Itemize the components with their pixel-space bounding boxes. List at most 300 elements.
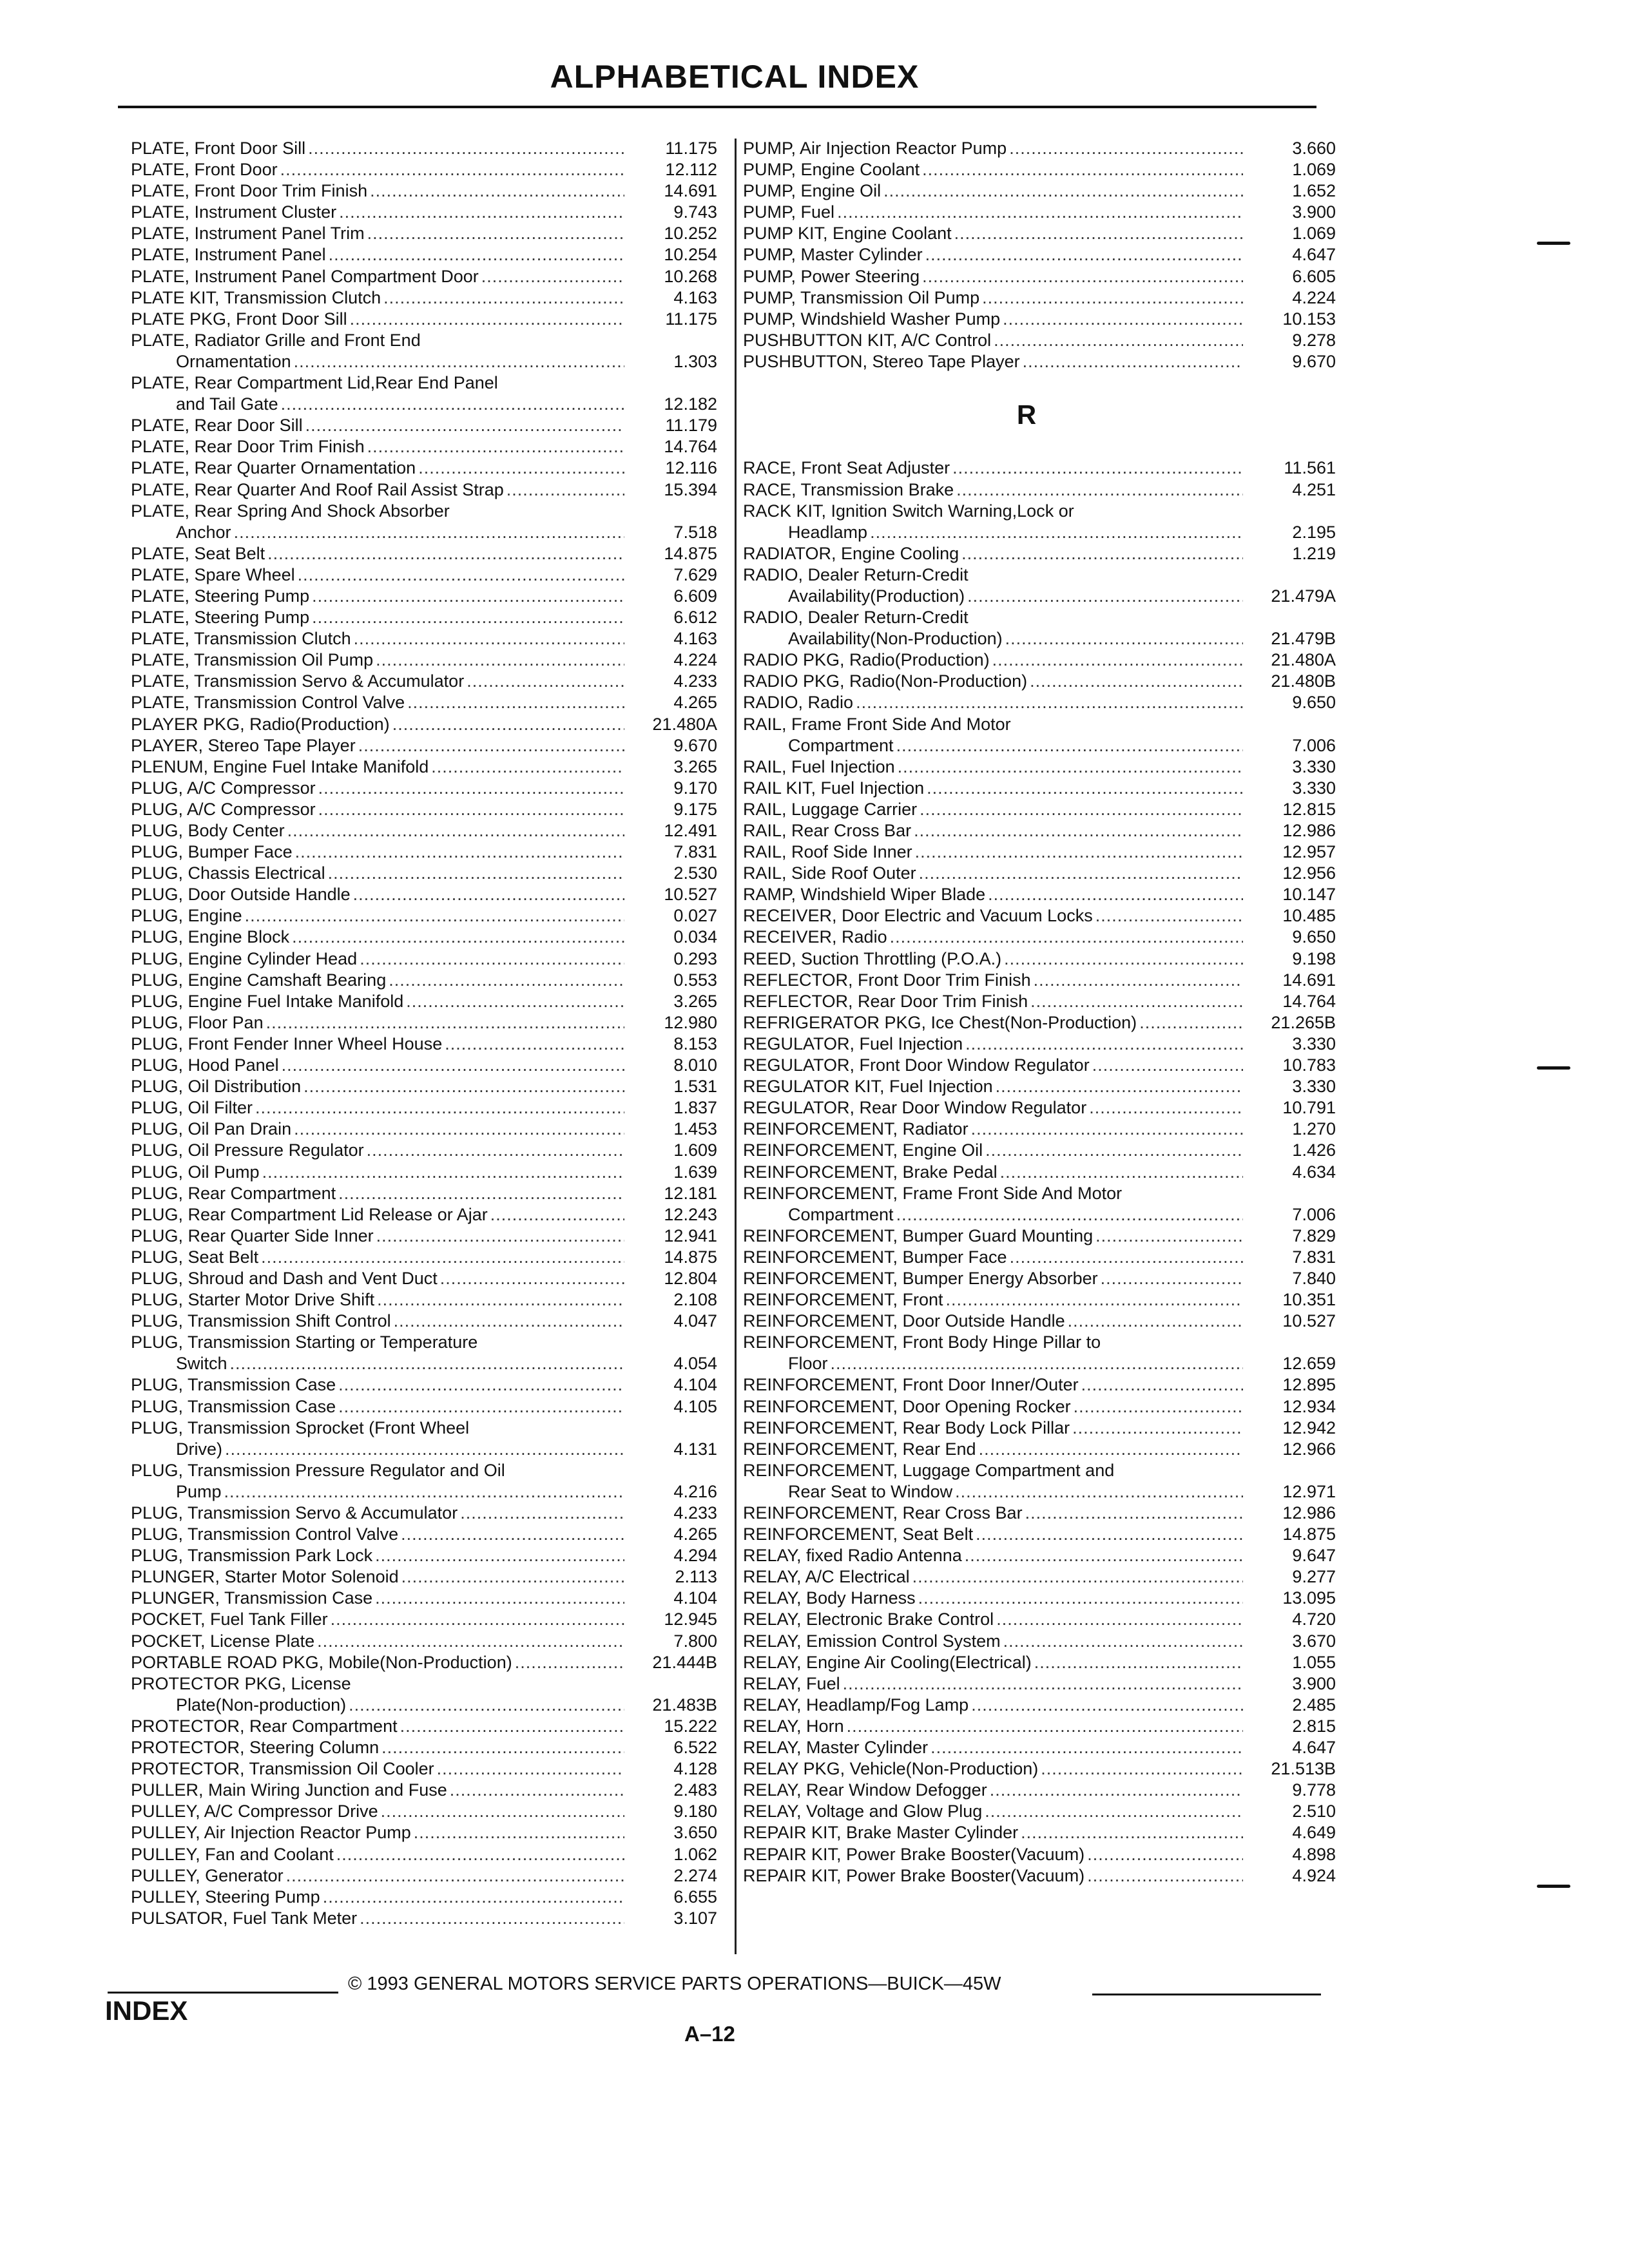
index-entry xyxy=(131,1524,717,1545)
entry-description: PLUG, Rear Quarter Side Inner xyxy=(131,1225,374,1245)
entry-reference-number: 12.804 xyxy=(664,1268,717,1288)
entry-reference-number: 9.650 xyxy=(1292,927,1336,947)
index-entry xyxy=(743,1119,1336,1140)
entry-description: RELAY, Emission Control System xyxy=(743,1631,1001,1651)
entry-description: PLATE, Transmission Servo & Accumulator xyxy=(131,671,465,691)
index-entry xyxy=(131,1695,717,1716)
dot-leader xyxy=(308,138,624,159)
index-entry xyxy=(131,1822,717,1843)
dot-leader xyxy=(1092,1055,1243,1076)
entry-description: REPAIR KIT, Power Brake Booster(Vacuum) xyxy=(743,1865,1085,1885)
entry-reference-number: 14.875 xyxy=(664,543,717,563)
entry-description: REGULATOR, Fuel Injection xyxy=(743,1033,963,1053)
dot-leader xyxy=(992,649,1243,671)
index-entry xyxy=(743,1439,1336,1460)
index-entry xyxy=(743,309,1336,330)
entry-reference-number: 21.479B xyxy=(1271,629,1336,649)
index-entry xyxy=(743,905,1336,927)
index-entry xyxy=(131,692,717,713)
entry-reference-number: 9.670 xyxy=(673,735,717,755)
dot-leader xyxy=(224,1481,624,1503)
entry-reference-number: 9.647 xyxy=(1292,1546,1336,1566)
index-entry xyxy=(743,180,1336,202)
index-entry xyxy=(131,756,717,778)
dot-leader xyxy=(294,351,624,372)
dot-leader xyxy=(358,735,624,756)
entry-description: PLUG, Chassis Electrical xyxy=(131,863,325,883)
entry-description: PLUG, Oil Pressure Regulator xyxy=(131,1140,364,1160)
entry-description: PULLEY, Air Injection Reactor Pump xyxy=(131,1823,411,1843)
index-entry xyxy=(743,1822,1336,1843)
entry-reference-number: 3.330 xyxy=(1292,1033,1336,1053)
entry-description: PLATE, Steering Pump xyxy=(131,608,310,628)
entry-description: PLUG, Bumper Face xyxy=(131,842,293,862)
dot-leader xyxy=(1074,1396,1243,1418)
dot-leader xyxy=(261,1247,624,1268)
dot-leader xyxy=(920,799,1243,820)
entry-description: PLATE, Front Door Trim Finish xyxy=(131,181,368,201)
index-entry xyxy=(743,1268,1336,1289)
index-entry xyxy=(131,799,717,820)
entry-reference-number: 1.652 xyxy=(1292,181,1336,201)
index-entry xyxy=(743,1204,1336,1225)
entry-description: REINFORCEMENT, Front xyxy=(743,1290,943,1310)
dot-leader xyxy=(971,1695,1243,1716)
dot-leader xyxy=(381,1801,624,1822)
dot-leader xyxy=(401,1524,624,1545)
entry-description: RELAY, fixed Radio Antenna xyxy=(743,1546,962,1566)
index-entry xyxy=(131,671,717,692)
index-entry xyxy=(743,138,1336,159)
entry-description: PLUG, Transmission Case xyxy=(131,1396,336,1416)
index-entry xyxy=(743,970,1336,991)
section-heading: R xyxy=(1016,399,1037,430)
entry-description: REINFORCEMENT, Rear End xyxy=(743,1439,976,1459)
index-entry xyxy=(743,501,1336,522)
index-entry xyxy=(743,1865,1336,1887)
entry-reference-number: 6.522 xyxy=(673,1738,717,1758)
dot-leader xyxy=(323,1887,624,1908)
entry-description: REFRIGERATOR PKG, Ice Chest(Non-Production) xyxy=(743,1012,1137,1032)
entry-description: PLATE, Instrument Panel Trim xyxy=(131,224,365,244)
entry-reference-number: 15.394 xyxy=(664,479,717,499)
entry-description: PLATE, Transmission Control Valve xyxy=(131,693,405,713)
index-entry xyxy=(743,1673,1336,1695)
entry-reference-number: 14.691 xyxy=(664,181,717,201)
index-entry xyxy=(743,266,1336,287)
index-entry xyxy=(131,905,717,927)
entry-reference-number: 9.650 xyxy=(1292,693,1336,713)
index-entry xyxy=(743,607,1336,628)
entry-description: RACK KIT, Ignition Switch Warning,Lock or xyxy=(743,501,1074,521)
index-entry xyxy=(131,1673,717,1695)
index-entry xyxy=(743,1524,1336,1545)
entry-reference-number: 11.175 xyxy=(665,139,717,158)
index-entry xyxy=(131,820,717,841)
dot-leader xyxy=(925,244,1243,265)
entry-description: Plate(Non-production) xyxy=(176,1695,347,1715)
entry-description: PLAYER PKG, Radio(Production) xyxy=(131,714,390,734)
entry-reference-number: 3.660 xyxy=(1292,139,1336,158)
entry-reference-number: 10.254 xyxy=(664,245,717,265)
dot-leader xyxy=(1072,1418,1243,1439)
entry-description: REINFORCEMENT, Door Opening Rocker xyxy=(743,1396,1071,1416)
index-entry xyxy=(131,1780,717,1801)
entry-reference-number: 21.480B xyxy=(1271,671,1336,691)
entry-description: PLUG, A/C Compressor xyxy=(131,799,316,819)
entry-description: REINFORCEMENT, Engine Oil xyxy=(743,1140,983,1160)
index-entry xyxy=(131,1439,717,1460)
dot-leader xyxy=(294,1119,624,1140)
entry-reference-number: 2.108 xyxy=(673,1290,717,1310)
index-entry xyxy=(743,1566,1336,1588)
entry-reference-number: 11.175 xyxy=(665,309,717,329)
entry-description: PLUG, Transmission Control Valve xyxy=(131,1524,399,1544)
entry-reference-number: 3.265 xyxy=(673,991,717,1011)
entry-reference-number: 4.163 xyxy=(673,287,717,307)
index-entry xyxy=(743,1396,1336,1418)
entry-reference-number: 12.112 xyxy=(665,160,717,180)
footer-copyright: © 1993 GENERAL MOTORS SERVICE PARTS OPERATIONS—BUICK—45W xyxy=(348,1974,1001,1994)
entry-description: PUMP, Engine Coolant xyxy=(743,160,920,180)
dot-leader xyxy=(267,543,624,564)
entry-description: REINFORCEMENT, Front Body Hinge Pillar to xyxy=(743,1332,1101,1352)
entry-reference-number: 1.055 xyxy=(1292,1652,1336,1672)
title-rule xyxy=(118,106,1316,108)
index-entry xyxy=(743,1418,1336,1439)
dot-leader xyxy=(234,522,624,543)
entry-reference-number: 11.179 xyxy=(665,416,717,436)
index-entry xyxy=(131,970,717,991)
entry-reference-number: 12.945 xyxy=(664,1610,717,1629)
index-entry xyxy=(131,628,717,649)
entry-description: PUMP, Engine Oil xyxy=(743,181,882,201)
entry-reference-number: 12.980 xyxy=(664,1012,717,1032)
entry-description: RAMP, Windshield Wiper Blade xyxy=(743,885,986,905)
column-divider xyxy=(735,139,737,1954)
index-entry xyxy=(131,1716,717,1737)
entry-description: PLUG, Engine Camshaft Bearing xyxy=(131,970,387,990)
index-entry xyxy=(131,501,717,522)
entry-description: PLUG, Transmission Servo & Accumulator xyxy=(131,1503,458,1523)
index-entry xyxy=(743,841,1336,863)
entry-description: REGULATOR, Front Door Window Regulator xyxy=(743,1055,1090,1075)
entry-description: PLUG, Transmission Shift Control xyxy=(131,1311,391,1331)
dot-leader xyxy=(414,1822,624,1843)
dot-leader xyxy=(1005,628,1243,649)
entry-reference-number: 2.113 xyxy=(675,1567,717,1587)
entry-description: RAIL, Roof Side Inner xyxy=(743,842,912,862)
index-entry xyxy=(743,543,1336,564)
entry-reference-number: 0.553 xyxy=(673,970,717,990)
dot-leader xyxy=(1021,1822,1243,1843)
entry-reference-number: 4.647 xyxy=(1292,1738,1336,1758)
entry-description: RELAY, Headlamp/Fog Lamp xyxy=(743,1695,969,1715)
index-entry xyxy=(743,1758,1336,1780)
entry-reference-number: 7.840 xyxy=(1292,1268,1336,1288)
entry-description: PLATE, Spare Wheel xyxy=(131,564,295,584)
dot-leader xyxy=(262,1162,624,1183)
dot-leader xyxy=(994,330,1243,351)
index-entry xyxy=(131,1374,717,1396)
entry-reference-number: 7.829 xyxy=(1292,1225,1336,1245)
entry-reference-number: 12.659 xyxy=(1282,1354,1336,1374)
dot-leader xyxy=(1009,138,1243,159)
dot-leader xyxy=(338,1374,624,1396)
index-entry xyxy=(131,1289,717,1311)
entry-reference-number: 1.531 xyxy=(673,1077,717,1097)
entry-description: PLATE, Instrument Panel Compartment Door xyxy=(131,266,479,286)
index-entry xyxy=(131,1119,717,1140)
footer-rule xyxy=(108,1992,338,1994)
index-entry xyxy=(743,159,1336,180)
entry-description: REINFORCEMENT, Bumper Face xyxy=(743,1247,1007,1267)
dot-leader xyxy=(1034,1652,1243,1673)
entry-reference-number: 12.957 xyxy=(1282,842,1336,862)
index-entry xyxy=(131,948,717,970)
dot-leader xyxy=(377,1289,624,1311)
entry-reference-number: 1.453 xyxy=(673,1119,717,1139)
dot-leader xyxy=(856,692,1243,713)
entry-reference-number: 7.800 xyxy=(673,1631,717,1651)
entry-reference-number: 1.270 xyxy=(1292,1119,1336,1139)
entry-reference-number: 10.783 xyxy=(1282,1055,1336,1075)
margin-mark xyxy=(1537,1885,1570,1888)
entry-description: PULLEY, A/C Compressor Drive xyxy=(131,1802,378,1821)
entry-description: REINFORCEMENT, Bumper Guard Mounting xyxy=(743,1225,1094,1245)
entry-description: PLUG, Door Outside Handle xyxy=(131,885,351,905)
dot-leader xyxy=(1030,671,1243,692)
dot-leader xyxy=(481,266,624,287)
dot-leader xyxy=(431,756,624,778)
dot-leader xyxy=(381,1737,624,1758)
dot-leader xyxy=(1004,948,1243,970)
index-entry xyxy=(743,948,1336,970)
entry-reference-number: 0.293 xyxy=(673,948,717,968)
dot-leader xyxy=(292,927,624,948)
index-entry xyxy=(131,1503,717,1524)
entry-description: REINFORCEMENT, Seat Belt xyxy=(743,1524,974,1544)
entry-description: PUMP, Power Steering xyxy=(743,266,920,286)
dot-leader xyxy=(967,586,1243,607)
dot-leader xyxy=(305,415,624,436)
dot-leader xyxy=(946,1289,1243,1311)
dot-leader xyxy=(1101,1268,1243,1289)
entry-reference-number: 4.294 xyxy=(673,1546,717,1566)
index-entry xyxy=(743,1289,1336,1311)
entry-reference-number: 4.131 xyxy=(673,1439,717,1459)
index-entry xyxy=(131,1865,717,1887)
entry-reference-number: 4.224 xyxy=(673,650,717,670)
dot-leader xyxy=(1095,905,1243,927)
dot-leader xyxy=(1003,1631,1243,1652)
entry-reference-number: 9.277 xyxy=(1292,1567,1336,1587)
page-number: A–12 xyxy=(684,2022,735,2046)
entry-description: PLUG, Transmission Park Lock xyxy=(131,1546,373,1566)
entry-reference-number: 3.650 xyxy=(673,1823,717,1843)
dot-leader xyxy=(956,479,1243,501)
dot-leader xyxy=(1010,1247,1243,1268)
dot-leader xyxy=(918,1588,1243,1609)
entry-description: REED, Suction Throttling (P.O.A.) xyxy=(743,948,1002,968)
dot-leader xyxy=(1023,351,1243,372)
entry-reference-number: 14.875 xyxy=(664,1247,717,1267)
entry-description: REGULATOR KIT, Fuel Injection xyxy=(743,1077,993,1097)
entry-description: RADIO, Dealer Return-Credit xyxy=(743,608,969,628)
entry-reference-number: 12.966 xyxy=(1282,1439,1336,1459)
index-entry xyxy=(131,522,717,543)
index-entry xyxy=(131,1332,717,1353)
index-entry xyxy=(131,244,717,265)
entry-description: PLATE, Front Door xyxy=(131,160,278,180)
entry-description: and Tail Gate xyxy=(176,394,278,414)
dot-leader xyxy=(965,1033,1243,1055)
entry-reference-number: 7.831 xyxy=(673,842,717,862)
dot-leader xyxy=(971,1119,1243,1140)
entry-reference-number: 10.252 xyxy=(664,224,717,244)
entry-reference-number: 10.153 xyxy=(1282,309,1336,329)
entry-description: PLUNGER, Transmission Case xyxy=(131,1588,373,1608)
entry-reference-number: 12.116 xyxy=(665,458,717,478)
entry-description: PLATE, Rear Spring And Shock Absorber xyxy=(131,501,450,521)
index-entry xyxy=(743,1374,1336,1396)
entry-reference-number: 12.942 xyxy=(1282,1418,1336,1437)
entry-reference-number: 3.330 xyxy=(1292,778,1336,798)
entry-reference-number: 8.010 xyxy=(673,1055,717,1075)
entry-reference-number: 21.513B xyxy=(1271,1759,1336,1779)
index-entry xyxy=(131,714,717,735)
entry-description: PLUG, Engine Cylinder Head xyxy=(131,948,358,968)
index-entry xyxy=(743,927,1336,948)
entry-reference-number: 12.986 xyxy=(1282,1503,1336,1523)
index-entry xyxy=(131,649,717,671)
entry-description: REINFORCEMENT, Brake Pedal xyxy=(743,1162,998,1182)
entry-reference-number: 4.104 xyxy=(673,1375,717,1395)
entry-reference-number: 3.330 xyxy=(1292,1077,1336,1097)
index-entry xyxy=(743,351,1336,372)
dot-leader xyxy=(286,1865,624,1887)
dot-leader xyxy=(922,159,1243,180)
index-entry xyxy=(131,1758,717,1780)
entry-description: PLUG, Oil Distribution xyxy=(131,1077,302,1097)
index-entry xyxy=(743,1716,1336,1737)
entry-reference-number: 4.163 xyxy=(673,629,717,649)
entry-description: REINFORCEMENT, Bumper Energy Absorber xyxy=(743,1268,1098,1288)
index-entry xyxy=(131,735,717,756)
index-entry xyxy=(131,1097,717,1119)
entry-reference-number: 2.195 xyxy=(1292,522,1336,542)
entry-reference-number: 3.330 xyxy=(1292,756,1336,776)
entry-description: PROTECTOR, Steering Column xyxy=(131,1738,380,1758)
entry-description: PLUG, Rear Compartment xyxy=(131,1183,336,1203)
index-entry xyxy=(743,1332,1336,1353)
entry-reference-number: 3.900 xyxy=(1292,1673,1336,1693)
entry-description: PUSHBUTTON, Stereo Tape Player xyxy=(743,351,1020,371)
dot-leader xyxy=(401,1566,624,1588)
entry-reference-number: 4.104 xyxy=(673,1588,717,1608)
dot-leader xyxy=(375,1545,624,1566)
dot-leader xyxy=(389,970,624,991)
entry-description: PLAYER, Stereo Tape Player xyxy=(131,735,356,755)
index-entry xyxy=(743,564,1336,586)
entry-description: Rear Seat to Window xyxy=(788,1481,953,1501)
entry-reference-number: 10.485 xyxy=(1282,906,1336,926)
entry-reference-number: 9.743 xyxy=(673,202,717,222)
index-entry xyxy=(743,991,1336,1012)
index-entry xyxy=(131,1055,717,1076)
entry-reference-number: 6.605 xyxy=(1292,266,1336,286)
entry-reference-number: 1.303 xyxy=(673,351,717,371)
index-entry xyxy=(743,1780,1336,1801)
dot-leader xyxy=(1087,1865,1243,1887)
entry-reference-number: 7.831 xyxy=(1292,1247,1336,1267)
index-entry xyxy=(131,457,717,479)
index-entry xyxy=(743,1097,1336,1119)
index-entry xyxy=(743,522,1336,543)
index-entry xyxy=(743,1631,1336,1652)
entry-description: PULLEY, Generator xyxy=(131,1865,284,1885)
entry-description: PUMP, Transmission Oil Pump xyxy=(743,287,980,307)
dot-leader xyxy=(255,1097,624,1119)
index-entry xyxy=(131,1588,717,1609)
dot-leader xyxy=(1087,1844,1243,1865)
entry-reference-number: 2.815 xyxy=(1292,1716,1336,1736)
dot-leader xyxy=(312,607,624,628)
index-entry xyxy=(131,287,717,309)
index-entry xyxy=(743,1737,1336,1758)
dot-leader xyxy=(328,863,624,884)
entry-reference-number: 7.629 xyxy=(673,564,717,584)
entry-reference-number: 2.274 xyxy=(673,1865,717,1885)
index-entry xyxy=(743,1609,1336,1630)
entry-description: PROTECTOR, Transmission Oil Cooler xyxy=(131,1759,434,1779)
dot-leader xyxy=(375,1588,624,1609)
entry-description: RADIO, Dealer Return-Credit xyxy=(743,564,969,584)
entry-reference-number: 7.006 xyxy=(1292,1204,1336,1224)
dot-leader xyxy=(338,1183,624,1204)
right-index-column xyxy=(743,138,1336,1887)
entry-reference-number: 2.510 xyxy=(1292,1802,1336,1821)
dot-leader xyxy=(287,820,624,841)
index-entry xyxy=(131,415,717,436)
entry-reference-number: 7.006 xyxy=(1292,735,1336,755)
index-entry xyxy=(131,266,717,287)
index-entry xyxy=(131,1908,717,1929)
index-entry xyxy=(743,1481,1336,1503)
index-entry xyxy=(743,1588,1336,1609)
dot-leader xyxy=(282,1055,624,1076)
entry-reference-number: 21.483B xyxy=(652,1695,717,1715)
entry-reference-number: 4.233 xyxy=(673,1503,717,1523)
dot-leader xyxy=(329,244,624,265)
index-entry xyxy=(743,799,1336,820)
index-entry xyxy=(743,778,1336,799)
index-entry xyxy=(743,1695,1336,1716)
entry-description: RADIO, Radio xyxy=(743,693,854,713)
index-entry xyxy=(743,649,1336,671)
entry-description: PLATE, Front Door Sill xyxy=(131,139,306,158)
entry-description: REINFORCEMENT, Luggage Compartment and xyxy=(743,1460,1115,1480)
dot-leader xyxy=(985,1801,1243,1822)
index-entry xyxy=(743,1801,1336,1822)
entry-reference-number: 12.971 xyxy=(1282,1481,1336,1501)
entry-description: PROTECTOR, Rear Compartment xyxy=(131,1716,398,1736)
index-entry xyxy=(131,202,717,223)
entry-description: RADIO PKG, Radio(Production) xyxy=(743,650,990,670)
entry-description: REINFORCEMENT, Radiator xyxy=(743,1119,969,1139)
entry-description: RELAY, A/C Electrical xyxy=(743,1567,910,1587)
entry-description: PLATE, Instrument Panel xyxy=(131,245,326,265)
